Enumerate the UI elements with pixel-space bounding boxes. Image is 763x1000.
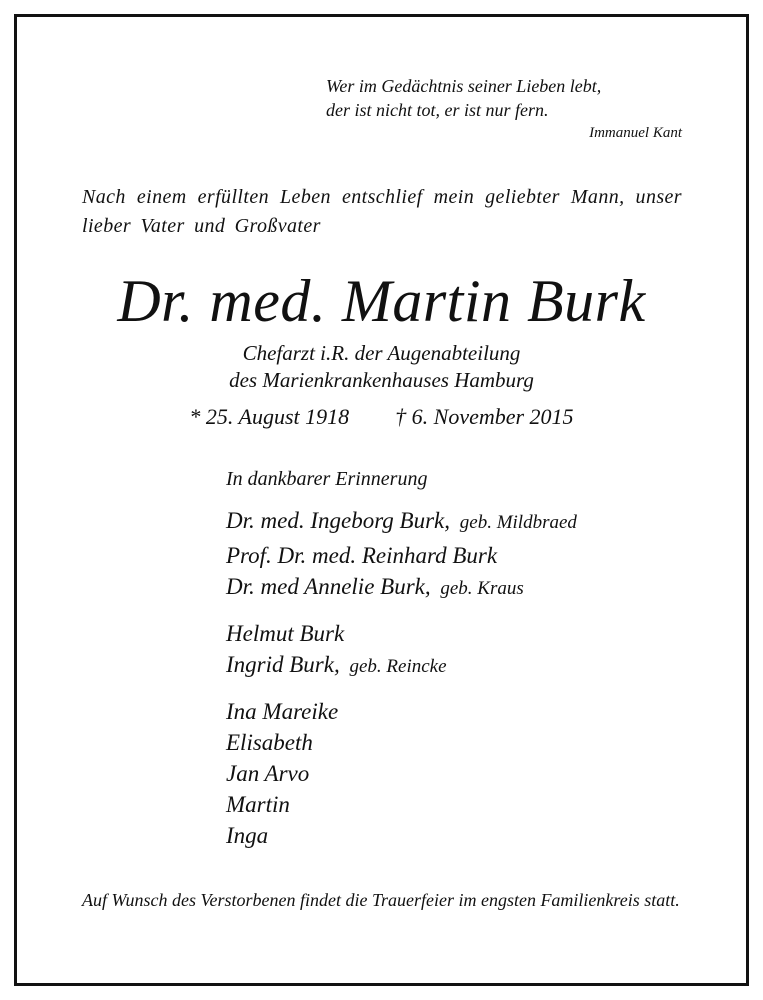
death-date: † 6. November 2015: [395, 404, 574, 429]
epigraph-line-1: Wer im Gedächtnis seiner Lieben lebt,: [326, 76, 602, 96]
grandchild: Ina Mareike: [226, 699, 339, 724]
funeral-note: Auf Wunsch des Verstorbenen findet die Trauerfeier im engsten Familienkreis statt.: [82, 890, 680, 910]
birth-date: * 25. August 1918: [189, 404, 350, 429]
grandchild: Inga: [226, 823, 269, 848]
mourner-son-2-partner: [226, 649, 696, 682]
life-dates: [0, 403, 763, 431]
grandchild: Elisabeth: [226, 730, 313, 755]
grandchild: Martin: [226, 792, 290, 817]
mourner-name: Prof. Dr. med. Reinhard Burk: [226, 543, 498, 568]
mourner-son-1: [226, 540, 696, 571]
mourner-son-1-partner: [226, 571, 696, 604]
epigraph-author: Immanuel Kant: [589, 125, 682, 141]
mourner-name: Dr. med Annelie Burk,: [226, 574, 431, 599]
deceased-position: [0, 340, 763, 394]
grandchild: Jan Arvo: [226, 761, 310, 786]
mourners-lead: In dankbarer Erinnerung: [226, 468, 428, 490]
deceased-name: Dr. med. Martin Burk: [117, 268, 646, 334]
mourner-name: Dr. med. Ingeborg Burk,: [226, 508, 451, 533]
mourner-birth-name: geb. Mildbraed: [459, 512, 577, 533]
position-line-1: Chefarzt i.R. der Augenabteilung: [242, 341, 521, 365]
mourner-name: Helmut Burk: [226, 621, 345, 646]
epigraph: [326, 74, 682, 143]
mourner-son-2: [226, 618, 696, 649]
mourner-wife: [226, 505, 696, 538]
position-line-2: des Marienkrankenhauses Hamburg: [229, 368, 534, 392]
mourner-birth-name: geb. Reincke: [349, 656, 447, 677]
mourner-name: Ingrid Burk,: [226, 652, 340, 677]
epigraph-line-2: der ist nicht tot, er ist nur fern.: [326, 100, 549, 120]
intro-text: Nach einem erfüllten Leben entschlief mein geliebter Mann, unser lieber Vater und Großvater: [82, 186, 682, 237]
mourner-birth-name: geb. Kraus: [440, 578, 524, 599]
mourners-list: [226, 465, 696, 851]
